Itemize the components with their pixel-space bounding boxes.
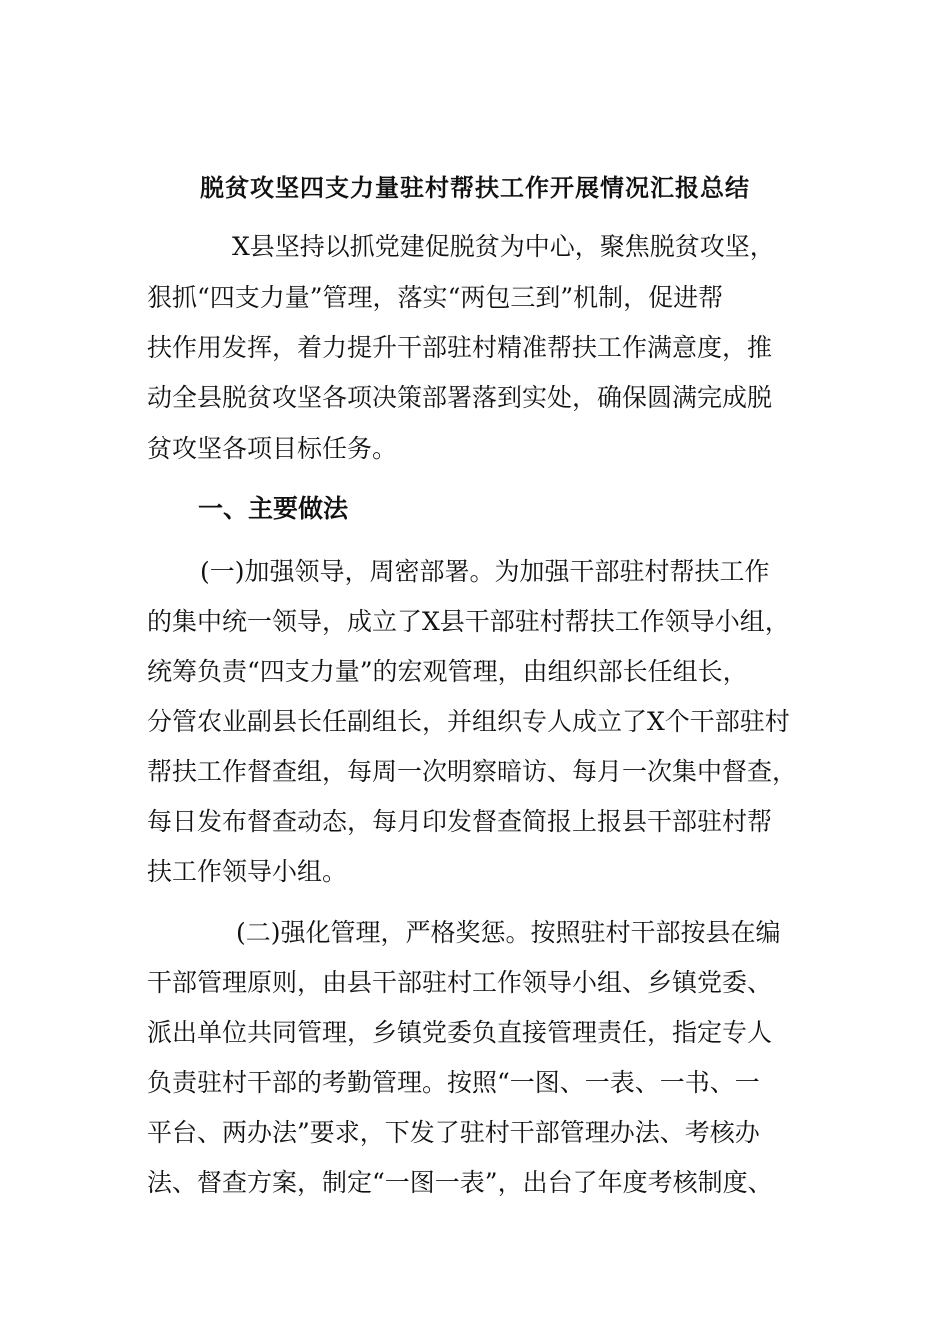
paragraph-line: 扶工作领导小组。 xyxy=(147,857,348,886)
paragraph-line: 派出单位共同管理，乡镇党委负直接管理责任，指定专人 xyxy=(147,1018,773,1047)
paragraph-line: 负责驻村干部的考勤管理。按照“一图、一表、一书、一 xyxy=(147,1068,760,1097)
paragraph-line: 帮扶工作督查组，每周一次明察暗访、每月一次集中督查， xyxy=(147,757,798,786)
intro-line: 动全县脱贫攻坚各项决策部署落到实处，确保圆满完成脱 xyxy=(147,383,773,412)
intro-line: 狠抓“四支力量”管理，落实“两包三到”机制，促进帮 xyxy=(147,283,724,312)
section-heading: 一、主要做法 xyxy=(198,494,349,523)
paragraph-line: 的集中统一领导，成立了X县干部驻村帮扶工作领导小组， xyxy=(147,607,790,636)
intro-line: X县坚持以抓党建促脱贫为中心，聚焦脱贫攻坚， xyxy=(232,232,775,261)
paragraph-line: 干部管理原则，由县干部驻村工作领导小组、乡镇党委、 xyxy=(147,968,773,997)
document-title: 脱贫攻坚四支力量驻村帮扶工作开展情况汇报总结 xyxy=(200,173,750,202)
paragraph-line: 每日发布督查动态，每月印发督查简报上报县干部驻村帮 xyxy=(147,807,773,836)
paragraph-line: 法、督查方案，制定“一图一表”，出台了年度考核制度、 xyxy=(147,1168,773,1197)
paragraph-line: 分管农业副县长任副组长，并组织专人成立了X个干部驻村 xyxy=(147,707,790,736)
intro-line: 扶作用发挥，着力提升干部驻村精准帮扶工作满意度，推 xyxy=(147,333,773,362)
paragraph-line: 平台、两办法”要求，下发了驻村干部管理办法、考核办 xyxy=(147,1118,760,1147)
paragraph-line: (二)强化管理，严格奖惩。按照驻村干部按县在编 xyxy=(236,918,781,947)
paragraph-line: (一)加强领导，周密部署。为加强干部驻村帮扶工作 xyxy=(200,557,770,586)
intro-line: 贫攻坚各项目标任务。 xyxy=(147,434,398,463)
paragraph-line: 统筹负责“四支力量”的宏观管理，由组织部长任组长， xyxy=(147,657,748,686)
